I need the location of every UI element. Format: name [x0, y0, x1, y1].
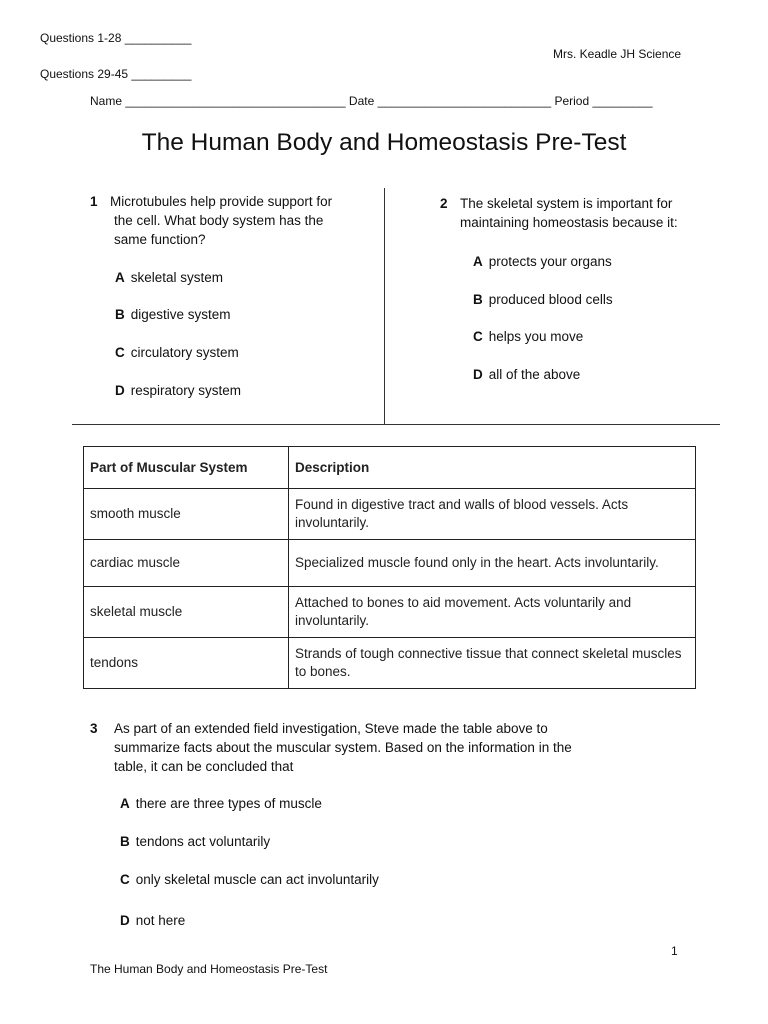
- question-text-line: maintaining homeostasis because it:: [460, 215, 678, 230]
- option-a[interactable]: [473, 252, 612, 271]
- question-number: 2: [440, 196, 448, 211]
- option-text: protects your organs: [488, 254, 612, 269]
- option-letter: D: [120, 913, 130, 928]
- table-row: [84, 540, 696, 587]
- option-b[interactable]: [473, 290, 613, 309]
- table-cell-part: tendons: [84, 638, 289, 689]
- option-c[interactable]: [120, 870, 379, 889]
- muscular-system-table: [83, 446, 696, 689]
- question-3: [90, 719, 572, 776]
- table-row: [84, 638, 696, 689]
- page-number: 1: [671, 944, 678, 958]
- table-header-cell: Part of Muscular System: [84, 447, 289, 489]
- option-a[interactable]: [115, 268, 223, 287]
- option-d[interactable]: [120, 911, 185, 930]
- option-text: only skeletal muscle can act involuntarily: [135, 872, 379, 887]
- page-title: The Human Body and Homeostasis Pre-Test: [141, 129, 627, 156]
- question-text-line: The skeletal system is important for: [460, 196, 673, 211]
- option-letter: B: [120, 834, 130, 849]
- option-c[interactable]: [473, 327, 583, 346]
- question-text-line: same function?: [114, 232, 206, 247]
- table-cell-part: cardiac muscle: [84, 540, 289, 587]
- option-letter: C: [473, 329, 483, 344]
- option-text: there are three types of muscle: [135, 796, 322, 811]
- option-text: helps you move: [488, 329, 584, 344]
- footer-title: The Human Body and Homeostasis Pre-Test: [90, 962, 328, 976]
- teacher-label: Mrs. Keadle JH Science: [553, 47, 682, 61]
- table-cell-part: smooth muscle: [84, 489, 289, 540]
- question-text-line: Microtubules help provide support for: [110, 194, 333, 209]
- option-d[interactable]: [473, 365, 580, 384]
- question-2: [440, 194, 678, 232]
- option-letter: A: [115, 270, 125, 285]
- option-letter: C: [115, 345, 125, 360]
- option-letter: A: [120, 796, 130, 811]
- option-a[interactable]: [120, 794, 322, 813]
- option-text: not here: [135, 913, 186, 928]
- section-divider: [72, 424, 720, 425]
- table-row: [84, 587, 696, 638]
- option-letter: B: [473, 292, 483, 307]
- question-text-line: summarize facts about the muscular system. Based on the information in the: [114, 740, 572, 755]
- option-text: tendons act voluntarily: [135, 834, 271, 849]
- option-c[interactable]: [115, 343, 239, 362]
- table-cell-part: skeletal muscle: [84, 587, 289, 638]
- option-text: produced blood cells: [488, 292, 613, 307]
- option-text: circulatory system: [130, 345, 239, 360]
- option-letter: D: [115, 383, 125, 398]
- table-header-row: [84, 447, 696, 489]
- table-cell-description: Specialized muscle found only in the heart. Acts involuntarily.: [289, 540, 696, 587]
- option-text: all of the above: [488, 367, 581, 382]
- option-b[interactable]: [115, 305, 231, 324]
- column-divider: [384, 188, 385, 424]
- option-b[interactable]: [120, 832, 270, 851]
- question-text-line: the cell. What body system has the: [114, 213, 324, 228]
- question-number: 1: [90, 194, 98, 209]
- question-number: 3: [90, 721, 98, 736]
- option-letter: A: [473, 254, 483, 269]
- table-cell-description: Attached to bones to aid movement. Acts voluntarily and involuntarily.: [289, 587, 696, 638]
- table-cell-description: Found in digestive tract and walls of blood vessels. Acts involuntarily.: [289, 489, 696, 540]
- questions-1-28-line: Questions 1-28 __________: [40, 31, 192, 45]
- question-text-line: As part of an extended field investigation, Steve made the table above to: [114, 721, 548, 736]
- option-text: skeletal system: [130, 270, 224, 285]
- name-date-period-line: Name _________________________________ Date __________________________ Period _________: [90, 94, 653, 108]
- questions-29-45-line: Questions 29-45 _________: [40, 67, 192, 81]
- option-letter: B: [115, 307, 125, 322]
- table-header-cell: Description: [289, 447, 696, 489]
- table-row: [84, 489, 696, 540]
- table-cell-description: Strands of tough connective tissue that connect skeletal muscles to bones.: [289, 638, 696, 689]
- question-text-line: table, it can be concluded that: [114, 759, 294, 774]
- option-letter: C: [120, 872, 130, 887]
- option-text: respiratory system: [130, 383, 242, 398]
- option-text: digestive system: [130, 307, 231, 322]
- option-d[interactable]: [115, 381, 241, 400]
- option-letter: D: [473, 367, 483, 382]
- question-1: [90, 192, 332, 249]
